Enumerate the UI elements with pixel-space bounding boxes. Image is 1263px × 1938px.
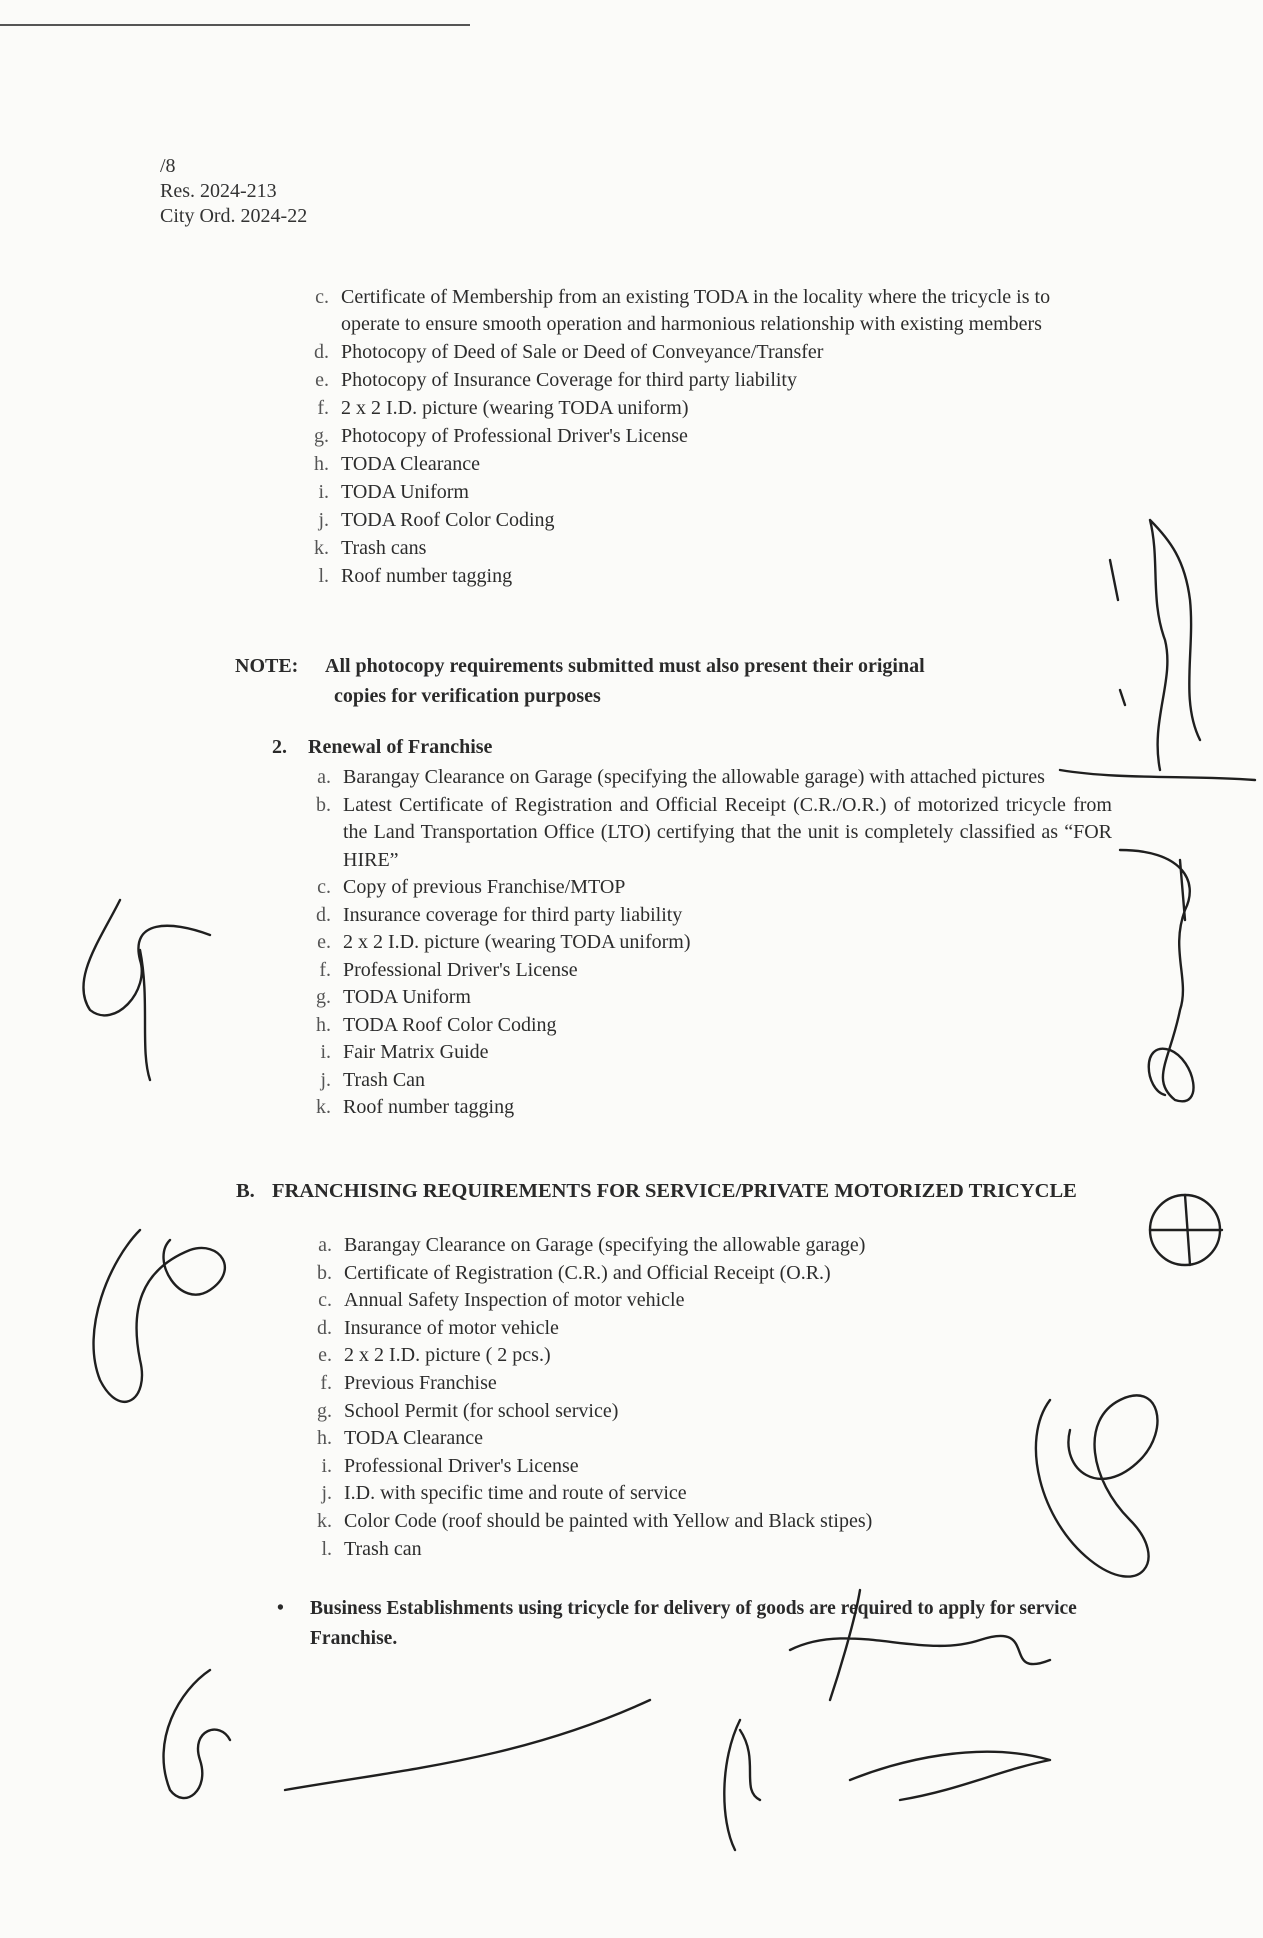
item-marker: e. [317, 931, 331, 953]
item-text: Insurance of motor vehicle [344, 1316, 559, 1339]
item-marker: f. [317, 397, 329, 419]
item-marker: i. [318, 481, 329, 503]
item-text: Latest Certificate of Registration and Official Receipt (C.R./O.R.) of motorized tricycle from the Land Transportation Office (LTO) certifying that the unit is completely classified as “FOR HIRE” [343, 793, 1112, 871]
item-text: Certificate of Membership from an existing TODA in the locality where the tricycle is to operate to ensure smooth operation and harmonious relationship with existing members [341, 286, 1051, 335]
list-item [308, 1453, 1108, 1481]
item-text: Certificate of Registration (C.R.) and Official Receipt (O.R.) [344, 1261, 831, 1284]
item-marker: g. [317, 1399, 332, 1422]
item-marker: e. [318, 1344, 332, 1367]
item-marker: l. [321, 1537, 332, 1560]
list-item [305, 450, 1105, 478]
page-number: /8 [160, 155, 176, 177]
note-line-1: All photocopy requirements submitted must also present their original [325, 655, 925, 677]
item-marker: k. [316, 1096, 331, 1118]
item-marker: c. [315, 286, 329, 308]
item-marker: l. [318, 565, 329, 587]
item-text: Annual Safety Inspection of motor vehicle [344, 1289, 685, 1312]
list-item [308, 1508, 1108, 1536]
item-marker: h. [317, 1427, 332, 1450]
item-marker: j. [318, 509, 329, 531]
signature-right-seal [1150, 1195, 1222, 1265]
item-text: Fair Matrix Guide [343, 1041, 489, 1063]
list-item [307, 984, 1112, 1012]
renewal-title: Renewal of Franchise [308, 736, 493, 758]
item-text: 2 x 2 I.D. picture (wearing TODA uniform) [343, 931, 691, 953]
item-marker: h. [316, 1013, 331, 1036]
item-text: Professional Driver's License [343, 958, 578, 981]
item-marker: a. [317, 766, 331, 788]
item-text: Previous Franchise [344, 1371, 497, 1394]
list-item [308, 1342, 1108, 1370]
renewal-requirements-list [307, 764, 1112, 1122]
service-franchise-requirements-list [308, 1232, 1108, 1563]
item-text: Insurance coverage for third party liability [343, 903, 683, 926]
renewal-heading [272, 736, 492, 759]
new-franchise-requirements-list [305, 284, 1105, 590]
ordinance-number: City Ord. 2024-22 [160, 205, 308, 227]
list-item [305, 534, 1105, 562]
list-item [307, 957, 1112, 985]
item-text: Photocopy of Deed of Sale or Deed of Conveyance/Transfer [341, 341, 824, 363]
item-text: Photocopy of Insurance Coverage for third party liability [341, 369, 797, 391]
item-marker: h. [314, 453, 329, 475]
item-text: Barangay Clearance on Garage (specifying the allowable garage) [344, 1234, 866, 1256]
item-marker: b. [317, 1261, 332, 1284]
item-marker: k. [317, 1509, 332, 1532]
item-marker: d. [314, 341, 329, 363]
item-text: Roof number tagging [343, 1096, 515, 1118]
item-text: Trash cans [341, 537, 427, 559]
bullet-symbol: • [277, 1598, 284, 1619]
item-marker: c. [317, 876, 331, 898]
list-item [308, 1536, 1108, 1564]
item-text: Professional Driver's License [344, 1454, 579, 1477]
list-item [308, 1480, 1108, 1508]
item-text: Copy of previous Franchise/MTOP [343, 876, 626, 898]
list-item [308, 1398, 1108, 1426]
list-item [305, 478, 1105, 506]
item-text: 2 x 2 I.D. picture (wearing TODA uniform) [341, 397, 689, 419]
item-marker: d. [317, 1316, 332, 1339]
item-marker: f. [320, 1371, 332, 1394]
list-item [308, 1287, 1108, 1315]
note-label: NOTE: [235, 655, 299, 677]
list-item [305, 366, 1105, 394]
list-item [307, 902, 1112, 930]
section-b-title: FRANCHISING REQUIREMENTS FOR SERVICE/PRIVATE MOTORIZED TRICYCLE [272, 1180, 1077, 1202]
item-marker: j. [321, 1482, 332, 1505]
list-item [305, 394, 1105, 422]
top-rule [0, 24, 470, 26]
item-text: Trash Can [343, 1068, 426, 1091]
signature-left-middle [94, 1230, 225, 1402]
list-item [308, 1315, 1108, 1343]
item-marker: i. [321, 1454, 332, 1477]
list-item [305, 338, 1105, 366]
item-marker: g. [316, 986, 331, 1008]
item-text: Trash can [344, 1537, 422, 1560]
item-marker: k. [314, 537, 329, 559]
item-text: TODA Clearance [341, 453, 481, 475]
signature-right-middle [1120, 850, 1194, 1101]
item-marker: b. [316, 793, 331, 816]
item-marker: d. [316, 903, 331, 926]
item-text: Barangay Clearance on Garage (specifying the allowable garage) with attached pictures [343, 766, 1045, 788]
item-marker: i. [320, 1041, 331, 1063]
section-b-marker: B. [236, 1180, 255, 1202]
item-text: TODA Roof Color Coding [343, 1013, 557, 1036]
list-item [307, 1067, 1112, 1095]
list-item [307, 1012, 1112, 1040]
item-text: TODA Uniform [343, 986, 471, 1008]
item-text: 2 x 2 I.D. picture ( 2 pcs.) [344, 1344, 551, 1367]
list-item [307, 764, 1112, 792]
list-item [305, 284, 1105, 338]
item-text: TODA Roof Color Coding [341, 509, 555, 531]
list-item [308, 1370, 1108, 1398]
item-marker: a. [318, 1234, 332, 1256]
item-text: TODA Uniform [341, 481, 469, 503]
list-item [305, 422, 1105, 450]
list-item [307, 874, 1112, 902]
list-item [307, 929, 1112, 957]
list-item [307, 792, 1112, 875]
signature-bottom-left [164, 1670, 650, 1798]
item-marker: e. [315, 369, 329, 391]
list-item [308, 1232, 1108, 1260]
item-text: TODA Clearance [344, 1427, 484, 1450]
item-text: School Permit (for school service) [344, 1399, 619, 1422]
item-text: Photocopy of Professional Driver's License [341, 425, 688, 447]
item-marker: c. [318, 1289, 332, 1312]
list-item [307, 1094, 1112, 1122]
item-text: Color Code (roof should be painted with Yellow and Black stipes) [344, 1509, 873, 1532]
list-item [305, 506, 1105, 534]
item-text: I.D. with specific time and route of service [344, 1482, 687, 1505]
document-header [160, 154, 307, 229]
list-item [308, 1425, 1108, 1453]
renewal-number: 2. [272, 736, 287, 758]
signature-left-top [83, 900, 210, 1080]
list-item [307, 1039, 1112, 1067]
resolution-number: Res. 2024-213 [160, 180, 277, 202]
item-marker: g. [314, 425, 329, 447]
item-marker: j. [320, 1068, 331, 1091]
item-text: Roof number tagging [341, 565, 513, 587]
list-item [305, 562, 1105, 590]
item-marker: f. [319, 958, 331, 981]
list-item [308, 1260, 1108, 1288]
note-line-2: copies for verification purposes [334, 685, 601, 707]
bullet-text: Business Establishments using tricycle for delivery of goods are required to apply for service Franchise. [310, 1598, 1077, 1649]
